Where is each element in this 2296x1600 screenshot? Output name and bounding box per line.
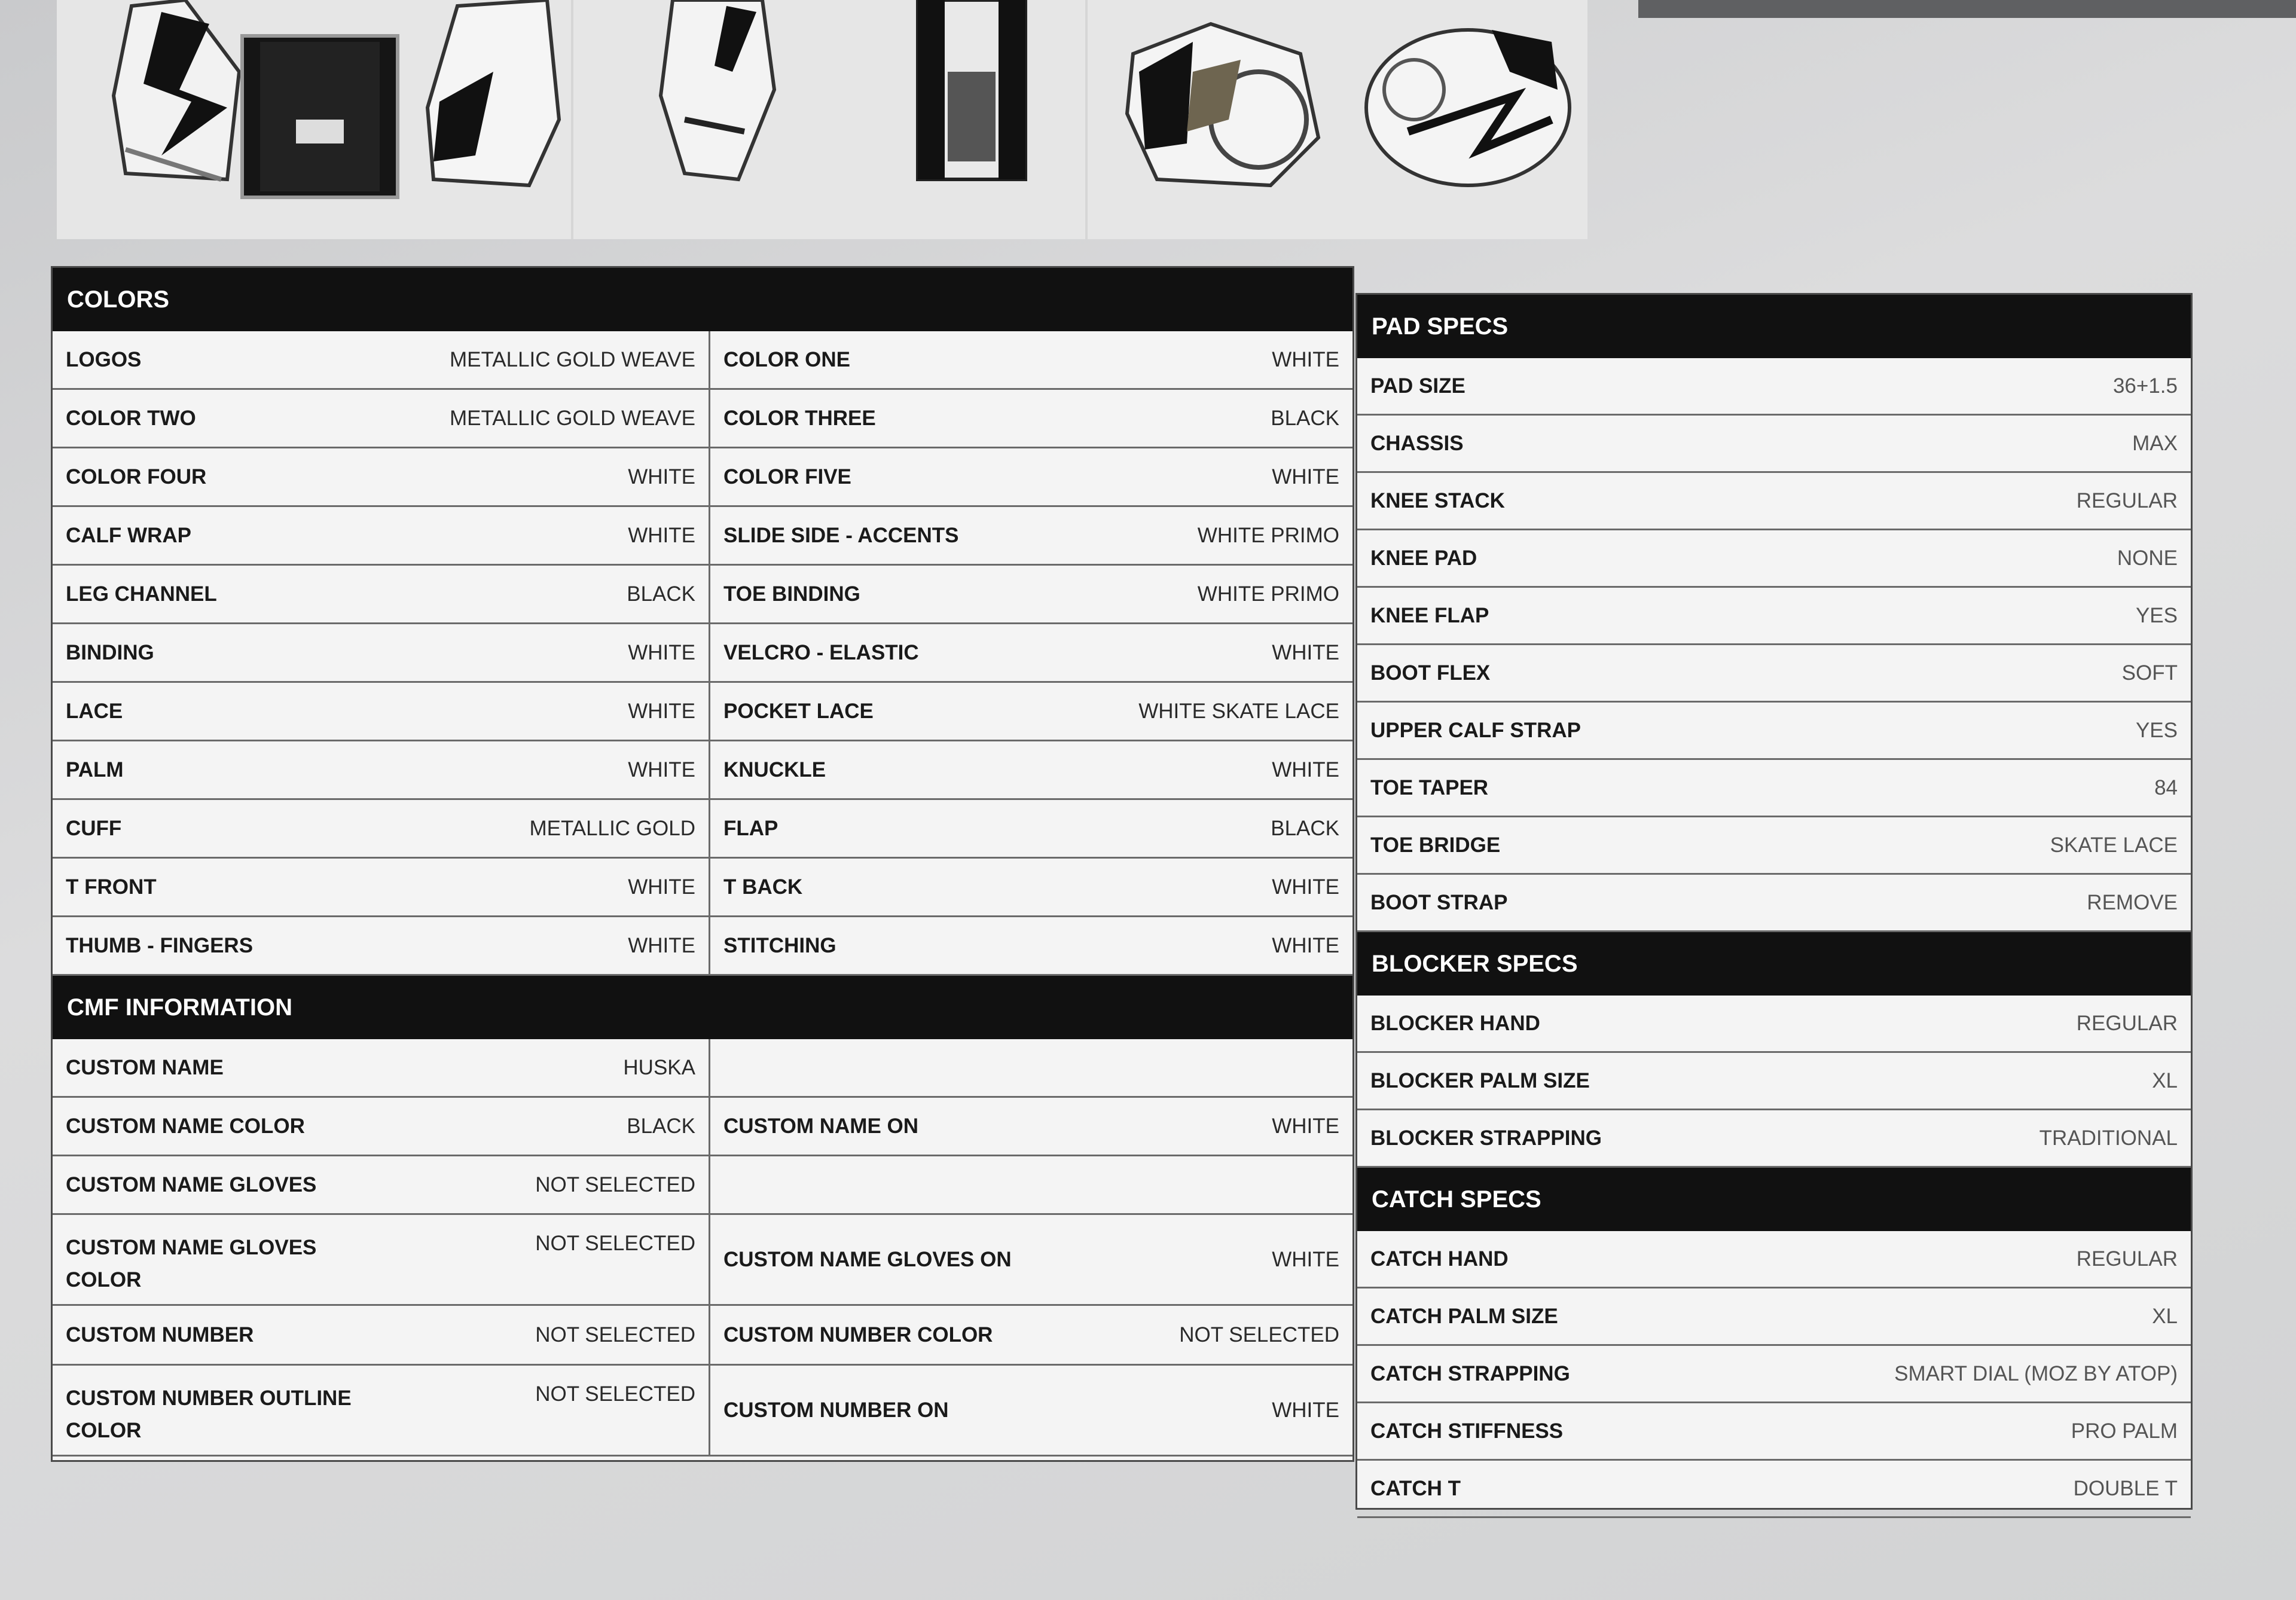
cmf-row-item <box>709 1366 1352 1457</box>
field-label: KNEE STACK <box>1370 488 1505 512</box>
cmf-row-item <box>709 1215 1352 1306</box>
field-label: COLOR THREE <box>723 406 876 430</box>
field-label: T FRONT <box>66 875 157 899</box>
field-label: BOOT FLEX <box>1370 661 1491 685</box>
field-value: NOT SELECTED <box>535 1172 695 1196</box>
field-label: CATCH PALM SIZE <box>1370 1304 1558 1328</box>
field-value: XL <box>2152 1068 2178 1092</box>
cmf-row-item <box>709 1039 1352 1098</box>
cmf-section-header: CMF INFORMATION <box>53 976 1352 1039</box>
field-label: TOE BINDING <box>723 582 860 606</box>
field-value: MAX <box>2132 431 2178 455</box>
field-label: CUSTOM NAME ON <box>723 1114 919 1138</box>
field-label: CUSTOM NAME GLOVES <box>66 1172 317 1196</box>
pad-specs-row <box>1357 817 2191 875</box>
catch-specs-row <box>1357 1403 2191 1461</box>
field-value: BLACK <box>627 1114 695 1138</box>
colors-row-item <box>53 507 709 566</box>
field-label: BLOCKER STRAPPING <box>1370 1126 1602 1150</box>
field-value: WHITE <box>628 640 695 664</box>
field-value: BLACK <box>627 582 695 606</box>
field-label: STITCHING <box>723 933 836 957</box>
field-label: CATCH HAND <box>1370 1247 1509 1271</box>
field-label: FLAP <box>723 816 778 840</box>
colors-row-item <box>709 800 1352 859</box>
field-value: XL <box>2152 1304 2178 1328</box>
field-label: KNUCKLE <box>723 758 826 781</box>
field-value: WHITE <box>1272 465 1339 488</box>
field-label: COLOR FOUR <box>66 465 207 488</box>
field-label: COLOR ONE <box>723 347 850 371</box>
field-label: CATCH STIFFNESS <box>1370 1419 1564 1443</box>
colors-row-item <box>709 683 1352 741</box>
field-value: REGULAR <box>2076 1247 2178 1271</box>
field-value: WHITE SKATE LACE <box>1138 699 1339 723</box>
pad-specs-row <box>1357 703 2191 760</box>
field-value: NOT SELECTED <box>1179 1323 1339 1346</box>
catch-specs-header: CATCH SPECS <box>1357 1168 2191 1231</box>
pad-specs-row <box>1357 530 2191 588</box>
cmf-row-item <box>53 1039 709 1098</box>
pad-specs-table <box>1357 358 2191 932</box>
colors-row-item <box>53 859 709 917</box>
field-label: CATCH STRAPPING <box>1370 1361 1570 1385</box>
field-value: WHITE <box>628 758 695 781</box>
colors-row-item <box>53 624 709 683</box>
colors-row-item <box>709 507 1352 566</box>
field-value: WHITE <box>1272 875 1339 899</box>
field-label: KNEE FLAP <box>1370 603 1489 627</box>
field-label: CATCH T <box>1370 1476 1461 1500</box>
field-label: BLOCKER PALM SIZE <box>1370 1068 1590 1092</box>
field-value: WHITE <box>1272 347 1339 371</box>
cmf-row-item <box>53 1306 709 1366</box>
field-label: LOGOS <box>66 347 142 371</box>
field-value: TRADITIONAL <box>2039 1126 2178 1150</box>
field-label: CUSTOM NAME GLOVES ON <box>723 1247 1012 1271</box>
field-value: SOFT <box>2121 661 2178 685</box>
colors-table <box>53 331 1352 976</box>
cmf-row-item <box>53 1215 709 1306</box>
field-label: THUMB - FINGERS <box>66 933 254 957</box>
pad-specs-row <box>1357 875 2191 932</box>
field-value: METALLIC GOLD WEAVE <box>449 406 695 430</box>
field-value: SKATE LACE <box>2050 833 2178 857</box>
gear-image-strip <box>57 0 1587 239</box>
goalie-pad-image <box>410 0 601 191</box>
field-value: SMART DIAL (MOZ BY ATOP) <box>1894 1361 2178 1385</box>
field-label: TOE TAPER <box>1370 775 1489 799</box>
colors-row-item <box>709 448 1352 507</box>
blocker-specs-row <box>1357 1053 2191 1110</box>
field-label: CALF WRAP <box>66 523 191 547</box>
field-value: 36+1.5 <box>2112 374 2178 398</box>
pad-specs-row <box>1357 588 2191 645</box>
field-label: LEG CHANNEL <box>66 582 217 606</box>
field-value: WHITE <box>1272 1114 1339 1138</box>
catch-glove-image <box>1360 18 1576 191</box>
field-label: CUSTOM NUMBER COLOR <box>723 1323 993 1346</box>
cmf-row-item <box>709 1156 1352 1215</box>
field-label: CHASSIS <box>1370 431 1464 455</box>
blocker-specs-row <box>1357 996 2191 1053</box>
catch-glove-image <box>1121 18 1324 191</box>
colors-section-header: COLORS <box>53 268 1352 331</box>
image-divider <box>1085 0 1088 239</box>
field-value: WHITE <box>628 875 695 899</box>
field-value: YES <box>2135 603 2178 627</box>
field-value: NOT SELECTED <box>535 1382 695 1406</box>
colors-row-item <box>709 917 1352 976</box>
field-value: WHITE <box>628 699 695 723</box>
field-label: BLOCKER HAND <box>1370 1011 1540 1035</box>
field-value: REGULAR <box>2076 1011 2178 1035</box>
field-label: PALM <box>66 758 124 781</box>
field-value: METALLIC GOLD <box>529 816 695 840</box>
field-label: TOE BRIDGE <box>1370 833 1501 857</box>
field-value: WHITE <box>1272 1398 1339 1422</box>
field-label: CUSTOM NAME <box>66 1055 224 1079</box>
field-value: WHITE <box>1272 933 1339 957</box>
colors-row-item <box>53 683 709 741</box>
cmf-row-item <box>53 1156 709 1215</box>
field-label: SLIDE SIDE - ACCENTS <box>723 523 959 547</box>
field-value: DOUBLE T <box>2073 1476 2178 1500</box>
colors-row-item <box>709 331 1352 390</box>
blocker-specs-table <box>1357 996 2191 1168</box>
field-value: WHITE PRIMO <box>1197 523 1339 547</box>
window-top-edge <box>1638 0 2296 18</box>
field-value: PRO PALM <box>2071 1419 2178 1443</box>
blocker-image <box>906 0 1037 185</box>
pad-specs-row <box>1357 645 2191 703</box>
field-value: BLACK <box>1271 816 1339 840</box>
field-value: BLACK <box>1271 406 1339 430</box>
field-label: CUFF <box>66 816 122 840</box>
field-label: LACE <box>66 699 123 723</box>
colors-row-item <box>53 448 709 507</box>
field-value: NOT SELECTED <box>535 1323 695 1346</box>
catch-specs-row <box>1357 1461 2191 1518</box>
field-value: NONE <box>2117 546 2178 570</box>
field-value: WHITE <box>1272 758 1339 781</box>
cmf-row-item <box>53 1366 709 1457</box>
blocker-specs-header: BLOCKER SPECS <box>1357 932 2191 996</box>
field-value: NOT SELECTED <box>535 1232 695 1255</box>
field-value: WHITE PRIMO <box>1197 582 1339 606</box>
field-label: BOOT STRAP <box>1370 890 1508 914</box>
field-value: WHITE <box>628 465 695 488</box>
goalie-pad-image <box>236 30 404 203</box>
colors-row-item <box>709 741 1352 800</box>
colors-row-item <box>709 624 1352 683</box>
field-value: METALLIC GOLD WEAVE <box>449 347 695 371</box>
field-value: WHITE <box>1272 640 1339 664</box>
specs-panel <box>1355 293 2193 1510</box>
cmf-row-item <box>53 1098 709 1156</box>
catch-specs-row <box>1357 1346 2191 1403</box>
pad-specs-row <box>1357 760 2191 817</box>
colors-row-item <box>709 566 1352 624</box>
field-label: POCKET LACE <box>723 699 874 723</box>
field-label: COLOR FIVE <box>723 465 851 488</box>
field-value: HUSKA <box>623 1055 695 1079</box>
catch-specs-row <box>1357 1231 2191 1288</box>
field-label: CUSTOM NAME GLOVES COLOR <box>66 1236 317 1291</box>
cmf-row-item <box>709 1306 1352 1366</box>
field-value: REMOVE <box>2087 890 2178 914</box>
pad-specs-row <box>1357 358 2191 416</box>
colors-row-item <box>53 800 709 859</box>
colors-row-item <box>53 741 709 800</box>
pad-specs-row <box>1357 473 2191 530</box>
colors-row-item <box>709 859 1352 917</box>
field-label: CUSTOM NUMBER OUTLINE COLOR <box>66 1387 352 1442</box>
colors-row-item <box>53 566 709 624</box>
field-value: WHITE <box>628 523 695 547</box>
field-label: KNEE PAD <box>1370 546 1477 570</box>
colors-row-item <box>53 331 709 390</box>
blocker-image <box>649 0 786 185</box>
pad-specs-row <box>1357 416 2191 473</box>
field-label: VELCRO - ELASTIC <box>723 640 919 664</box>
pad-specs-header: PAD SPECS <box>1357 295 2191 358</box>
field-value: REGULAR <box>2076 488 2178 512</box>
colors-row-item <box>53 917 709 976</box>
field-value: WHITE <box>628 933 695 957</box>
field-label: CUSTOM NUMBER <box>66 1323 254 1346</box>
colors-row-item <box>53 390 709 448</box>
field-label: T BACK <box>723 875 803 899</box>
colors-cmf-panel <box>51 266 1354 1462</box>
field-label: UPPER CALF STRAP <box>1370 718 1581 742</box>
field-label: COLOR TWO <box>66 406 196 430</box>
catch-specs-row <box>1357 1288 2191 1346</box>
field-label: CUSTOM NAME COLOR <box>66 1114 305 1138</box>
field-value: YES <box>2135 718 2178 742</box>
field-label: CUSTOM NUMBER ON <box>723 1398 949 1422</box>
field-label: BINDING <box>66 640 154 664</box>
cmf-table <box>53 1039 1352 1457</box>
catch-specs-table <box>1357 1231 2191 1518</box>
blocker-specs-row <box>1357 1110 2191 1168</box>
colors-row-item <box>709 390 1352 448</box>
field-value: 84 <box>2154 775 2178 799</box>
field-value: WHITE <box>1272 1247 1339 1271</box>
field-label: PAD SIZE <box>1370 374 1465 398</box>
cmf-row-item <box>709 1098 1352 1156</box>
